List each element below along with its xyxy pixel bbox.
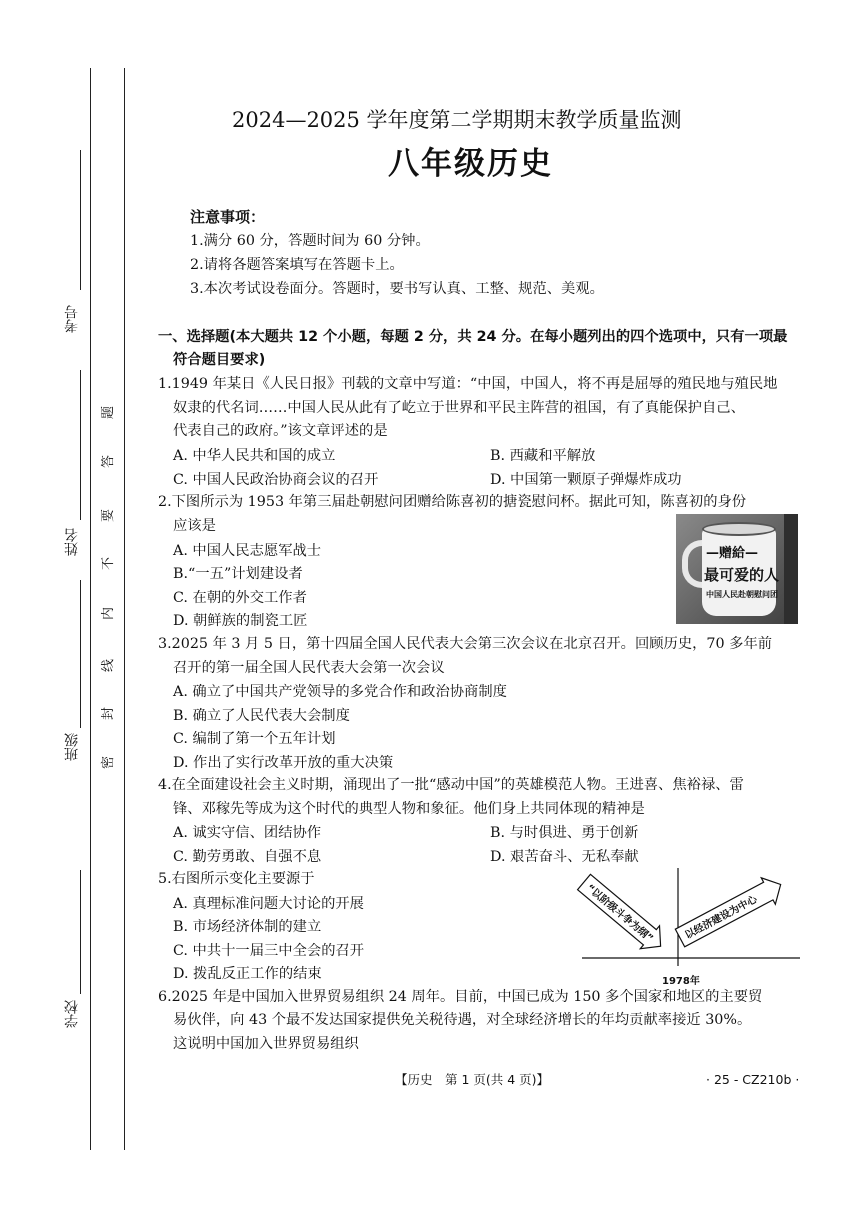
notice-heading: 注意事项： — [190, 208, 266, 226]
seal-char-xian: 线 — [101, 658, 117, 673]
q3-option-d: D. 作出了实行改革开放的重大决策 — [173, 755, 394, 771]
paper-code: · 25 - CZ210b · — [706, 1072, 800, 1087]
q3-stem-2: 召开的第一届全国人民代表大会第一次会议 — [173, 660, 445, 676]
cup-text-gift: —赠給— — [706, 546, 759, 561]
q1-option-a: A. 中华人民共和国的成立 — [173, 448, 336, 464]
q1-option-c: C. 中国人民政治协商会议的召开 — [173, 472, 379, 488]
cup-rim — [702, 522, 776, 536]
notice-item-2: 2.请将各题答案填写在答题卡上。 — [190, 257, 404, 273]
section-heading: 一、选择题(本大题共 12 个小题，每题 2 分，共 24 分。在每小题列出的四个选项中，只有一项最 — [158, 329, 788, 345]
exam-subtitle: 八年级历史 — [388, 146, 553, 182]
q4-option-b: B. 与时俱进、勇于创新 — [490, 825, 639, 841]
exam-title: 2024—2025 学年度第二学期期末教学质量监测 — [232, 108, 682, 132]
section-heading-cont: 符合题目要求) — [173, 352, 266, 368]
q5-option-b: B. 市场经济体制的建立 — [173, 919, 322, 935]
q6-stem-2: 易伙伴，向 43 个最不发达国家提供免关税待遇，对全球经济增长的年均贡献率接近 30%。 — [173, 1012, 752, 1028]
name-field[interactable] — [80, 370, 81, 520]
class-label: 班级 — [64, 733, 80, 761]
exam-number-field[interactable] — [80, 150, 81, 290]
school-field[interactable] — [80, 870, 81, 994]
policy-shift-diagram — [574, 862, 814, 990]
page-footer: 【历史 第 1 页(共 4 页)】 — [395, 1072, 550, 1087]
seal-char-mi: 密 — [101, 755, 117, 770]
q2-option-b: B.“一五”计划建设者 — [173, 566, 303, 582]
q2-stem-1: 2.下图所示为 1953 年第三届赴朝慰问团赠给陈喜初的搪瓷慰问杯。据此可知，陈喜初的身份 — [158, 494, 747, 510]
q2-option-d: D. 朝鲜族的制瓷工匠 — [173, 613, 308, 629]
q3-option-c: C. 编制了第一个五年计划 — [173, 731, 336, 747]
school-label: 学校 — [64, 1000, 80, 1028]
q4-option-c: C. 勤劳勇敢、自强不息 — [173, 849, 322, 865]
q1-stem-3: 代表自己的政府。”该文章评述的是 — [173, 423, 388, 439]
q6-stem-1: 6.2025 年是中国加入世界贸易组织 24 周年。目前，中国已成为 150 多个国家和地区的主要贸 — [158, 989, 763, 1005]
cup-text-dearest: 最可爱的人 — [704, 566, 780, 584]
q6-stem-3: 这说明中国加入世界贸易组织 — [173, 1036, 359, 1052]
q2-stem-2: 应该是 — [173, 518, 216, 534]
seal-char-bu: 不 — [101, 556, 117, 571]
notice-item-1: 1.满分 60 分，答题时间为 60 分钟。 — [190, 233, 430, 249]
binding-line-inner — [124, 68, 125, 1150]
label-economic-construction: 以经济建设为中心 — [683, 894, 760, 942]
binding-line-outer — [90, 68, 91, 1150]
q2-option-c: C. 在朝的外交工作者 — [173, 590, 307, 606]
q5-option-d: D. 拨乱反正工作的结束 — [173, 966, 322, 982]
seal-char-nei: 内 — [101, 606, 117, 621]
cup-text-delegation: 中国人民赴朝慰问团 — [706, 590, 778, 599]
seal-char-yao: 要 — [101, 508, 117, 523]
seal-char-feng: 封 — [101, 706, 117, 721]
arrow-economic-construction — [673, 871, 788, 951]
q4-stem-2: 锋、邓稼先等成为这个时代的典型人物和象征。他们身上共同体现的精神是 — [173, 801, 645, 817]
arrow-class-struggle — [574, 871, 670, 958]
q5-option-c: C. 中共十一届三中全会的召开 — [173, 943, 365, 959]
exam-number-label: 考号 — [64, 305, 80, 333]
enamel-cup-photo — [676, 514, 798, 624]
label-class-struggle: “以阶级斗争为纲” — [584, 882, 655, 945]
class-field[interactable] — [80, 580, 81, 728]
q3-stem-1: 3.2025 年 3 月 5 日，第十四届全国人民代表大会第三次会议在北京召开。回顾历史，70 多年前 — [158, 636, 773, 652]
q1-option-d: D. 中国第一颗原子弹爆炸成功 — [490, 472, 682, 488]
q1-option-b: B. 西藏和平解放 — [490, 448, 596, 464]
q3-option-b: B. 确立了人民代表大会制度 — [173, 708, 350, 724]
q3-option-a: A. 确立了中国共产党领导的多党合作和政治协商制度 — [173, 684, 507, 700]
q4-option-a: A. 诚实守信、团结协作 — [173, 825, 322, 841]
label-1978: 1978年 — [662, 976, 700, 987]
seal-char-da: 答 — [101, 454, 117, 469]
q4-option-d: D. 艰苦奋斗、无私奉献 — [490, 849, 639, 865]
q4-stem-1: 4.在全面建设社会主义时期，涌现出了一批“感动中国”的英雄模范人物。王进喜、焦裕禄、雷 — [158, 777, 744, 793]
q1-stem-2: 奴隶的代名词……中国人民从此有了屹立于世界和平民主阵营的祖国，有了真能保护自己、 — [173, 400, 745, 416]
q2-option-a: A. 中国人民志愿军战士 — [173, 543, 322, 559]
seal-char-ti: 题 — [101, 405, 117, 420]
q5-stem: 5.右图所示变化主要源于 — [158, 871, 315, 887]
name-label: 姓名 — [64, 528, 80, 556]
notice-item-3: 3.本次考试设卷面分。答题时，要书写认真、工整、规范、美观。 — [190, 281, 604, 297]
q5-option-a: A. 真理标准问题大讨论的开展 — [173, 896, 364, 912]
q1-stem-1: 1.1949 年某日《人民日报》刊载的文章中写道：“中国，中国人，将不再是屈辱的殖民地与殖民地 — [158, 376, 778, 392]
